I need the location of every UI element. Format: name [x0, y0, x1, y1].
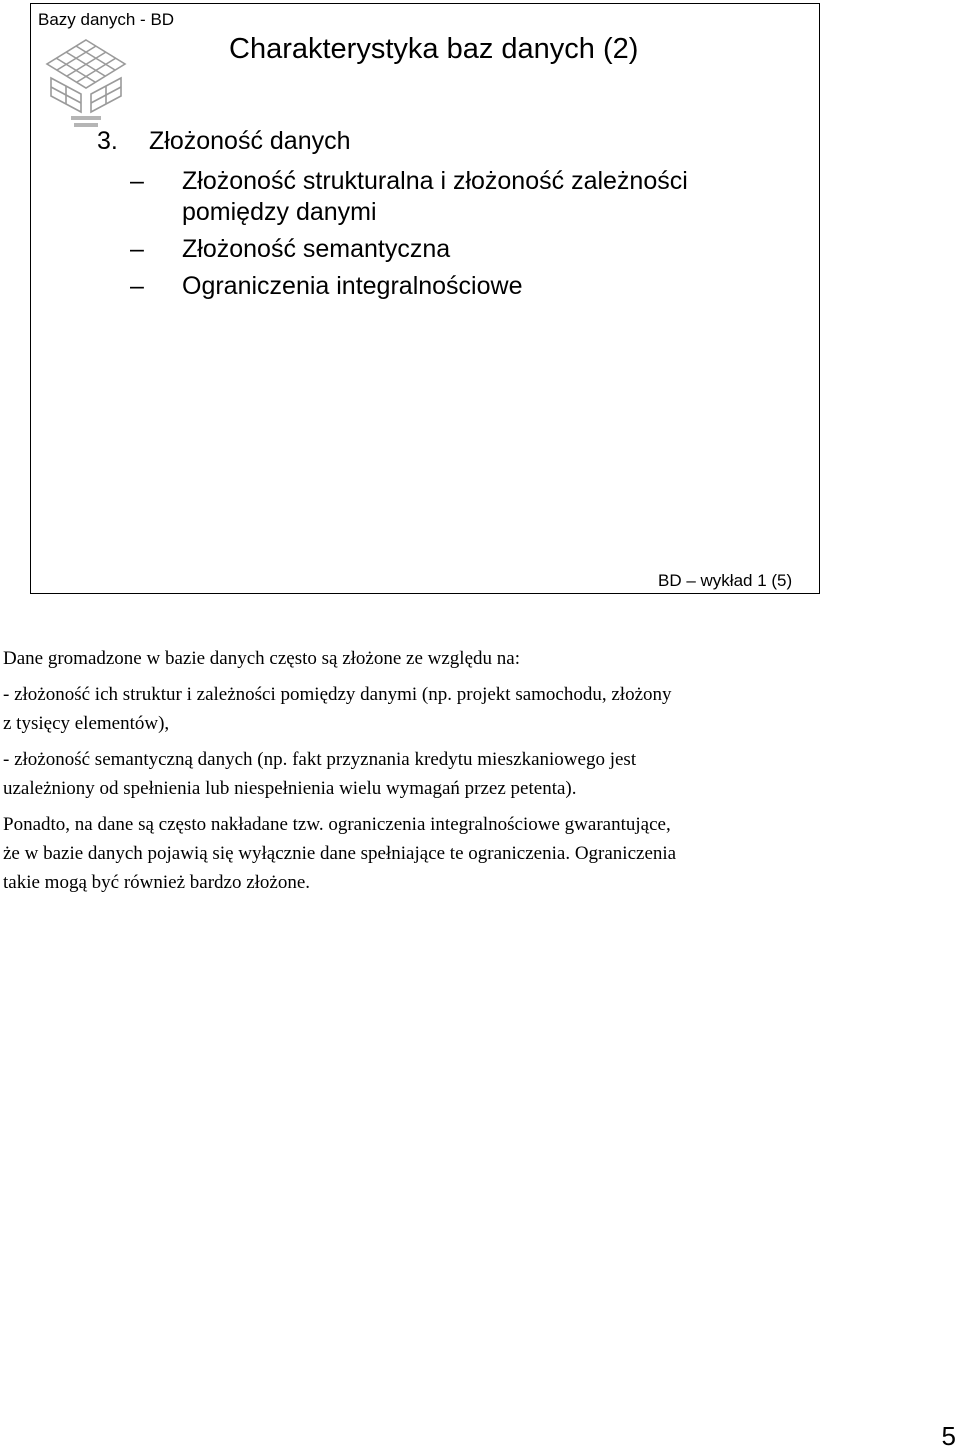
bullet-text-line-1: Złożoność strukturalna i złożoność zależności — [182, 167, 688, 195]
notes-text: - złożoność semantyczną danych (np. fakt przyznania kredytu mieszkaniowego jest — [3, 749, 637, 770]
bullet-text-line-2: pomiędzy danymi — [182, 198, 377, 226]
logo-icon — [41, 34, 131, 134]
slide-header: Bazy danych - BD — [38, 10, 175, 29]
notes-text: z tysięcy elementów), — [3, 713, 170, 734]
bullet-dash: – — [130, 235, 144, 263]
slide-footer: BD – wykład 1 (5) — [658, 571, 793, 590]
notes-text: takie mogą być również bardzo złożone. — [3, 872, 311, 893]
notes-line: Dane gromadzone w bazie danych często są złożone ze względu na: — [3, 648, 520, 669]
notes-paragraph-3 — [3, 810, 953, 897]
notes-paragraph-2 — [3, 745, 953, 803]
notes-text: że w bazie danych pojawią się wyłącznie dane spełniające te ograniczenia. Ograniczenia — [3, 843, 677, 864]
notes-text: uzależniony od spełnienia lub niespełnienia wielu wymagań przez petenta). — [3, 778, 577, 799]
notes-text: - złożoność ich struktur i zależności pomiędzy danymi (np. projekt samochodu, złożony — [3, 684, 672, 705]
bullet-dash: – — [130, 272, 144, 300]
bullet-dash: – — [130, 167, 144, 195]
lecture-notes — [3, 644, 953, 901]
item-number: 3. — [97, 127, 118, 155]
slide-title: Charakterystyka baz danych (2) — [229, 33, 639, 65]
notes-text: Ponadto, na dane są często nakładane tzw. ograniczenia integralnościowe gwarantujące, — [3, 814, 671, 835]
bullet-text — [182, 166, 688, 228]
bullet-text: Ograniczenia integralnościowe — [182, 272, 523, 300]
bullet-text: Złożoność semantyczna — [182, 235, 451, 263]
numbered-item — [97, 126, 351, 156]
notes-paragraph-1 — [3, 680, 953, 738]
item-text: Złożoność danych — [149, 127, 351, 155]
page-number: 5 — [941, 1421, 956, 1451]
